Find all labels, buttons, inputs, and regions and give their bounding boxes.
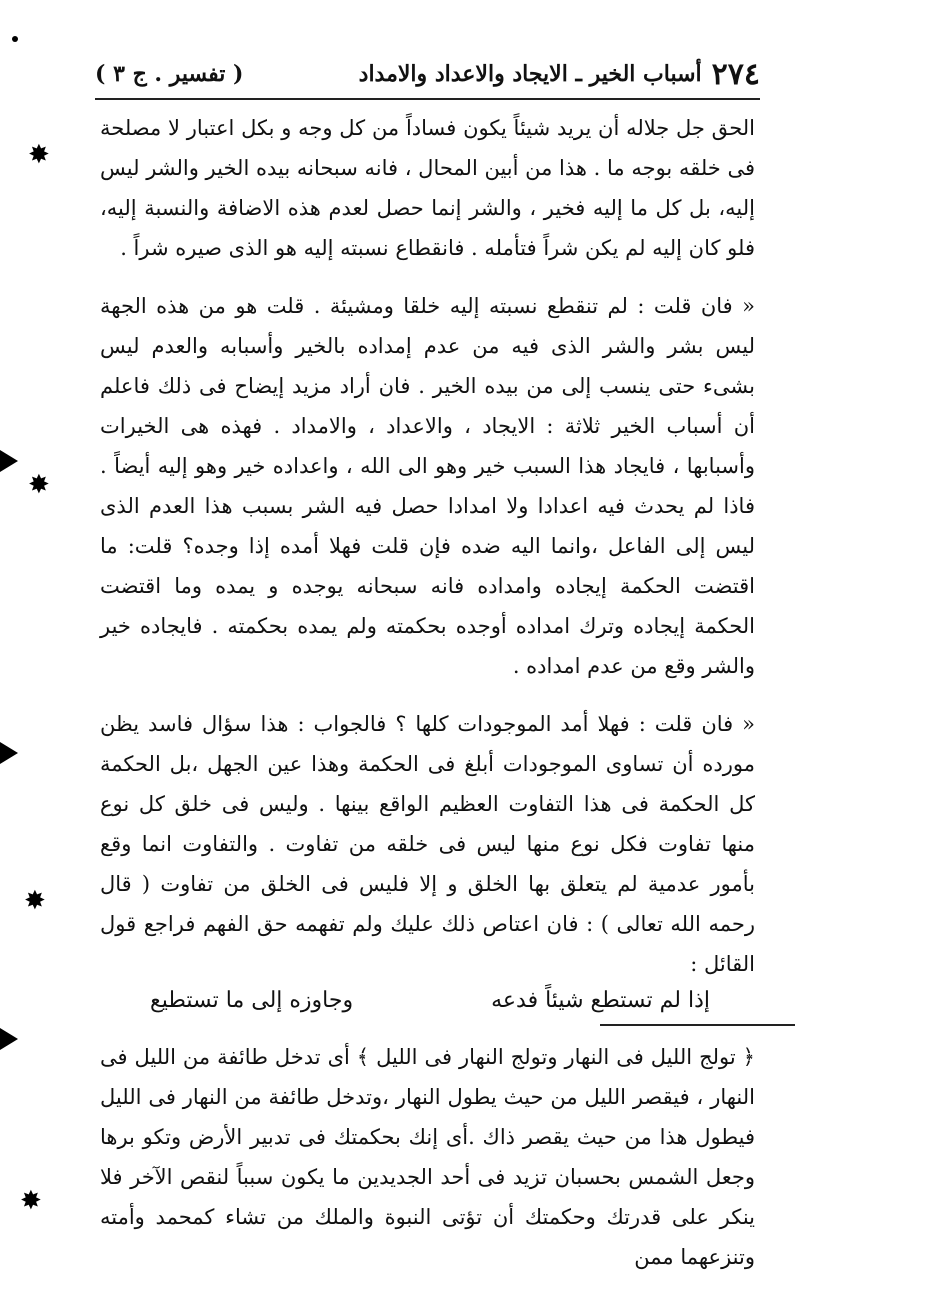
running-title-group [359, 57, 760, 92]
page-number: ٢٧٤ [711, 56, 760, 92]
margin-arrow-icon [0, 1028, 18, 1050]
margin-star-icon: ✸ [20, 1186, 42, 1216]
paragraph-1: الحق جل جلاله أن يريد شيئاً يكون فساداً من كل وجه و بكل اعتبار لا مصلحة فى خلقه بوجه ما . هذا من أبين المحال ، فانه سبحانه بيده الخير والشر ليس إليه، بل كل ما إليه فخير ، والشر إنما حصل لعدم هذه الاضافة والنسبة إليه، فلو كان إليه لم يكن شراً فتأمله . فانقطاع نسبته إليه هو الذى صيره شراً . [100, 116, 755, 260]
header-rule [95, 98, 760, 100]
margin-arrow-icon [0, 742, 18, 764]
page-header [95, 52, 760, 96]
margin-star-icon: ✸ [24, 886, 46, 916]
tafsir-paragraph: ﴿ تولج الليل فى النهار وتولج النهار فى الليل ﴾ أى تدخل طائفة من الليل فى النهار ، فيقصر الليل من حيث يطول النهار ،وتدخل طائفة من النهار فى الليل فيطول هذا من حيث يقصر ذاك .أى إنك بحكمتك فى تدبير الأرض وتكو برها وجعل الشمس بحسبان تزيد فى أحد الجديدين ما يكون سبباً لنقص الآخر فلا ينكر على قدرتك وحكمتك أن تؤتى النبوة والملك من تشاء كمحمد وأمته وتنزعهما ممن [100, 1045, 755, 1269]
margin-dot [12, 36, 18, 42]
poetry-verse [150, 988, 710, 1028]
margin-star-icon: ✸ [28, 140, 50, 170]
verse-first-hemistich: إذا لم تستطع شيئاً فدعه [491, 988, 710, 1013]
paragraph-3: « فان قلت : فهلا أمد الموجودات كلها ؟ فالجواب : هذا سؤال فاسد يظن مورده أن تساوى الموجودات أبلغ فى الحكمة وهذا عين الجهل ،بل الحكمة كل الحكمة فى هذا التفاوت العظيم الواقع بينها . وليس فى خلق كل نوع منها تفاوت فكل نوع منها ليس فى خلقه من تفاوت . والتفاوت انما وقع بأمور عدمية لم يتعلق بها الخلق و إلا فليس فى الخلق من تفاوت ( قال رحمه الله تعالى ) : فان اعتاص ذلك عليك ولم تفهمه حق الفهم فراجع قول القائل : [100, 712, 755, 976]
running-title: أسباب الخير ـ الايجاد والاعداد والامداد [358, 61, 702, 87]
main-text [100, 108, 755, 1002]
paragraph-2: « فان قلت : لم تنقطع نسبته إليه خلقا ومشيئة . قلت هو من هذه الجهة ليس بشر والشر الذى فيه من عدم إمداده بالخير وأسبابه والعدم ليس بشىء حتى ينسب إلى من بيده الخير . فان أراد مزيد إيضاح فى ذلك فاعلم أن أسباب الخير ثلاثة : الايجاد ، والاعداد ، والامداد . فهذه هى الخيرات وأسبابها ، فايجاد هذا السبب خير وهو الى الله ، واعداده خير وهو إليه أيضاً . فاذا لم يحدث فيه اعدادا ولا امدادا حصل فيه الشر بسبب هذا العدم الذى ليس إلى الفاعل ،وانما اليه ضده فإن قلت فهلا أمده إذا وجده؟ قلت: ما اقتضت الحكمة إيجاده وامداده فانه سبحانه يوجده و يمده وما اقتضت الحكمة إيجاده وترك امداده أوجده بحكمته ولم يمده بحكمته . فايجاده خير والشر وقع من عدم امداده . [100, 294, 755, 678]
verse-second-hemistich: وجاوزه إلى ما تستطيع [150, 988, 354, 1013]
volume-label: ( تفسير . ج ٣ ) [95, 61, 244, 87]
section-divider [600, 1024, 795, 1026]
margin-arrow-icon [0, 450, 18, 472]
margin-star-icon: ✸ [28, 470, 50, 500]
